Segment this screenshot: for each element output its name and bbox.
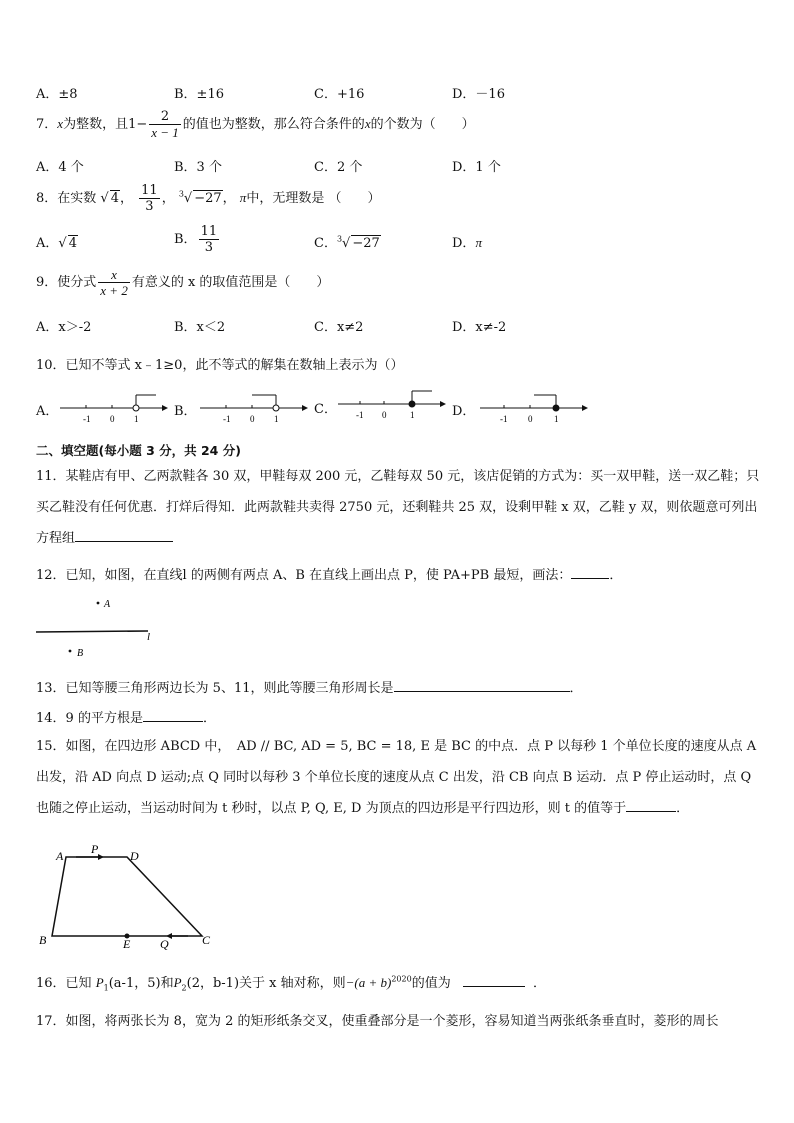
q10-d-tick-0: 0 <box>528 414 533 424</box>
q8-stem: 8．在实数 √ 4， $\frac{11}{3}$ ， $^3$√ −27， π中，无理数是 （ ） <box>36 183 381 214</box>
q8-options <box>36 224 758 260</box>
q6-option-c: C．+16 <box>314 87 365 102</box>
q8-option-d <box>452 232 482 251</box>
q10-option-b-label: B． <box>174 404 197 419</box>
q9-frac-den: x + 2 <box>100 283 128 298</box>
q9-fraction <box>98 267 130 298</box>
q13-text: 13．已知等腰三角形两边长为 5、11，则此等腰三角形周长是 <box>36 681 394 696</box>
q16-p1: P <box>95 975 104 990</box>
q15-label-a: A <box>56 849 64 863</box>
q7-frac-num: 2 <box>149 109 181 125</box>
q15-end: ． <box>676 801 690 816</box>
q8-text-b: 中，无理数是 （ ） <box>246 191 381 206</box>
q8-opt-b-label: B． <box>174 232 197 247</box>
q10-c-tick-1: 1 <box>410 410 415 420</box>
q12-text: 12．已知，如图，在直线l 的两侧有两点 A、B 在直线上画出点 P，使 PA+PB 最短，画法： <box>36 568 572 583</box>
q7-option-c: C．2 个 <box>314 160 363 175</box>
q8-frac-den: 3 <box>145 199 154 214</box>
q10-d-tick-neg1: -1 <box>500 414 508 424</box>
q6-option-a: A．±8 <box>36 87 78 102</box>
q16-p2-sub: 2 <box>181 983 187 993</box>
q8-sqrt4-radicand: 4 <box>110 191 119 206</box>
q10-number-line-c <box>334 388 446 422</box>
q13-end: ． <box>569 681 583 696</box>
q15-label-p: P <box>91 842 99 856</box>
q16-end: ． <box>532 976 546 991</box>
q10-option-a-label: A． <box>36 404 59 419</box>
q7-stem <box>36 109 475 140</box>
q10-d-tick-1: 1 <box>554 414 559 424</box>
q16-p1-coords: (a-1，5)和 <box>108 976 174 991</box>
q8-pi: π <box>239 190 247 205</box>
q15-text: 15．如图，在四边形 ABCD 中， AD // BC, AD = 5, BC = 18, E 是 BC 的中点．点 P 以每秒 1 个单位长度的速度从点 A 出发，沿 AD 向点 D 运动;点 Q 同时以每秒 3 个单位长度的速度从点 C 出发，沿 CB 向点 B 运动．点 P 停止运动时，点 Q 也随之停止运动，当运动时间为 t 秒时，以点 P, Q, E, D 为顶点的四边形是平行四边形，则 t 的值等于 <box>36 739 757 816</box>
q16-p2: P <box>173 975 182 990</box>
q7-number: 7． <box>36 117 58 132</box>
q10-number-line-d <box>476 392 588 426</box>
q7-text-2: 的值也为整数，那么符合条件的 <box>182 117 365 132</box>
q9-option-d: D．x≠-2 <box>452 320 507 335</box>
q9-stem <box>36 267 329 298</box>
q7-text-1: 为整数，且 <box>63 117 129 132</box>
q10-a-tick-0: 0 <box>110 414 115 424</box>
q8-cbrt-radicand: −27 <box>194 191 222 206</box>
section-2-heading: 二、填空题(每小题 3 分，共 24 分) <box>36 443 241 458</box>
q16-p1-sub: 1 <box>103 983 109 993</box>
q10-option-d-label: D． <box>452 404 476 419</box>
q6-options <box>36 83 758 105</box>
q14-answer-blank <box>143 709 203 722</box>
q15-label-b: B <box>39 933 47 947</box>
q8-option-b <box>174 224 221 255</box>
q15-figure <box>36 840 226 950</box>
q13-answer-blank <box>394 679 570 692</box>
q8-opt-b-fraction <box>199 224 220 255</box>
q12-figure <box>36 594 166 660</box>
q7-option-a: A．4 个 <box>36 160 84 175</box>
q10-number-line-b <box>196 392 308 426</box>
q10-number-line-a <box>56 392 168 426</box>
q8-sqrt4: √ 4 <box>100 191 119 206</box>
q9-frac-num: x <box>98 267 130 283</box>
q10-b-tick-neg1: -1 <box>223 414 231 424</box>
q9-text-b: 有意义的 x 的取值范围是（ ） <box>131 275 330 290</box>
q9-option-b: B．x＜2 <box>174 320 226 335</box>
q9-text-a: 9．使分式 <box>36 275 97 290</box>
q8-opt-c-radicand: −27 <box>352 236 380 251</box>
q9-option-c: C．x≠2 <box>314 320 364 335</box>
q10-c-tick-neg1: -1 <box>356 410 364 420</box>
q16-exponent: 2020 <box>391 974 412 984</box>
q15-stem <box>36 731 760 824</box>
q8-opt-b-den: 3 <box>204 240 213 255</box>
q16-answer-blank <box>463 974 525 987</box>
q12-stem <box>36 564 622 583</box>
q8-text-a: 8．在实数 <box>36 191 97 206</box>
q10-a-tick-1: 1 <box>134 414 139 424</box>
q16-text-b: 的值为 <box>411 976 451 991</box>
q9-options <box>36 316 758 338</box>
q8-opt-c-index: 3 <box>336 234 343 244</box>
q8-opt-c-label: C． <box>314 236 337 251</box>
q8-opt-d-pi: π <box>475 235 482 250</box>
q7-one-minus: 1− <box>128 117 148 132</box>
q12-answer-blank <box>571 566 609 579</box>
q10-option-c-label: C． <box>314 402 337 417</box>
q8-opt-a-radicand: 4 <box>68 236 77 251</box>
q11-answer-blank <box>75 529 173 542</box>
q8-cbrt: $^3$√ −27 <box>178 189 222 206</box>
q12-label-a: A <box>104 599 111 610</box>
q14-stem <box>36 707 216 726</box>
q8-opt-b-num: 11 <box>200 224 218 239</box>
q8-option-c: C．$^3$√ −27 <box>314 234 380 251</box>
q8-opt-a-label: A． <box>36 236 59 251</box>
q8-opt-d-label: D． <box>452 236 476 251</box>
q11-stem <box>36 461 760 554</box>
q16-text-a: 16．已知 <box>36 976 96 991</box>
q10-stem: 10．已知不等式 x﹣1≥0，此不等式的解集在数轴上表示为（） <box>36 358 404 373</box>
q15-label-d: D <box>130 849 139 863</box>
q7-frac-den: x − 1 <box>151 125 179 140</box>
q7-option-d: D．1 个 <box>452 160 501 175</box>
q8-fraction <box>139 183 160 214</box>
q15-label-q: Q <box>160 937 169 950</box>
q6-option-b: B．±16 <box>174 87 224 102</box>
q16-expression: −(a + b) <box>345 975 392 990</box>
q7-text-3: 的个数为（ ） <box>370 117 475 132</box>
q10-b-tick-0: 0 <box>250 414 255 424</box>
q15-answer-blank <box>626 799 676 812</box>
q8-option-a: A．√ 4 <box>36 236 77 251</box>
q13-stem <box>36 677 583 696</box>
q7-fraction <box>149 109 181 140</box>
q15-label-e: E <box>123 937 131 950</box>
q12-label-l: l <box>147 631 151 643</box>
q14-end: ． <box>202 711 216 726</box>
q15-label-c: C <box>202 933 211 947</box>
q7-var-x-2: x <box>364 116 371 131</box>
q10-a-tick-neg1: -1 <box>83 414 91 424</box>
q16-stem <box>36 972 546 993</box>
q8-cbrt-index: 3 <box>178 189 184 199</box>
q7-option-b: B．3 个 <box>174 160 222 175</box>
q17-stem: 17．如图，将两张长为 8，宽为 2 的矩形纸条交叉，使重叠部分是一个菱形，容易知道当两张纸条垂直时，菱形的周长 <box>36 1014 719 1029</box>
q8-frac-num: 11 <box>141 183 158 198</box>
q11-text: 11．某鞋店有甲、乙两款鞋各 30 双，甲鞋每双 200 元，乙鞋每双 50 元，该店促销的方式为：买一双甲鞋，送一双乙鞋；只买乙鞋没有任何优惠．打烊后得知．此两款鞋共卖得 2750 元，还剩鞋共 25 双，设剩甲鞋 x 双，乙鞋 y 双，则依题意可列出方程组 <box>36 469 760 546</box>
q10-options <box>36 392 596 426</box>
q12-label-b: B <box>77 648 84 659</box>
q6-option-d: D．－16 <box>452 87 505 102</box>
q14-text: 14．9 的平方根是 <box>36 711 143 726</box>
q9-option-a: A．x＞-2 <box>36 320 92 335</box>
q7-options <box>36 156 758 178</box>
q12-end: ． <box>609 568 623 583</box>
q10-c-tick-0: 0 <box>382 410 387 420</box>
q7-var-x: x <box>57 116 64 131</box>
q16-p2-coords: (2，b-1)关于 x 轴对称，则 <box>186 976 346 991</box>
q10-b-tick-1: 1 <box>274 414 279 424</box>
